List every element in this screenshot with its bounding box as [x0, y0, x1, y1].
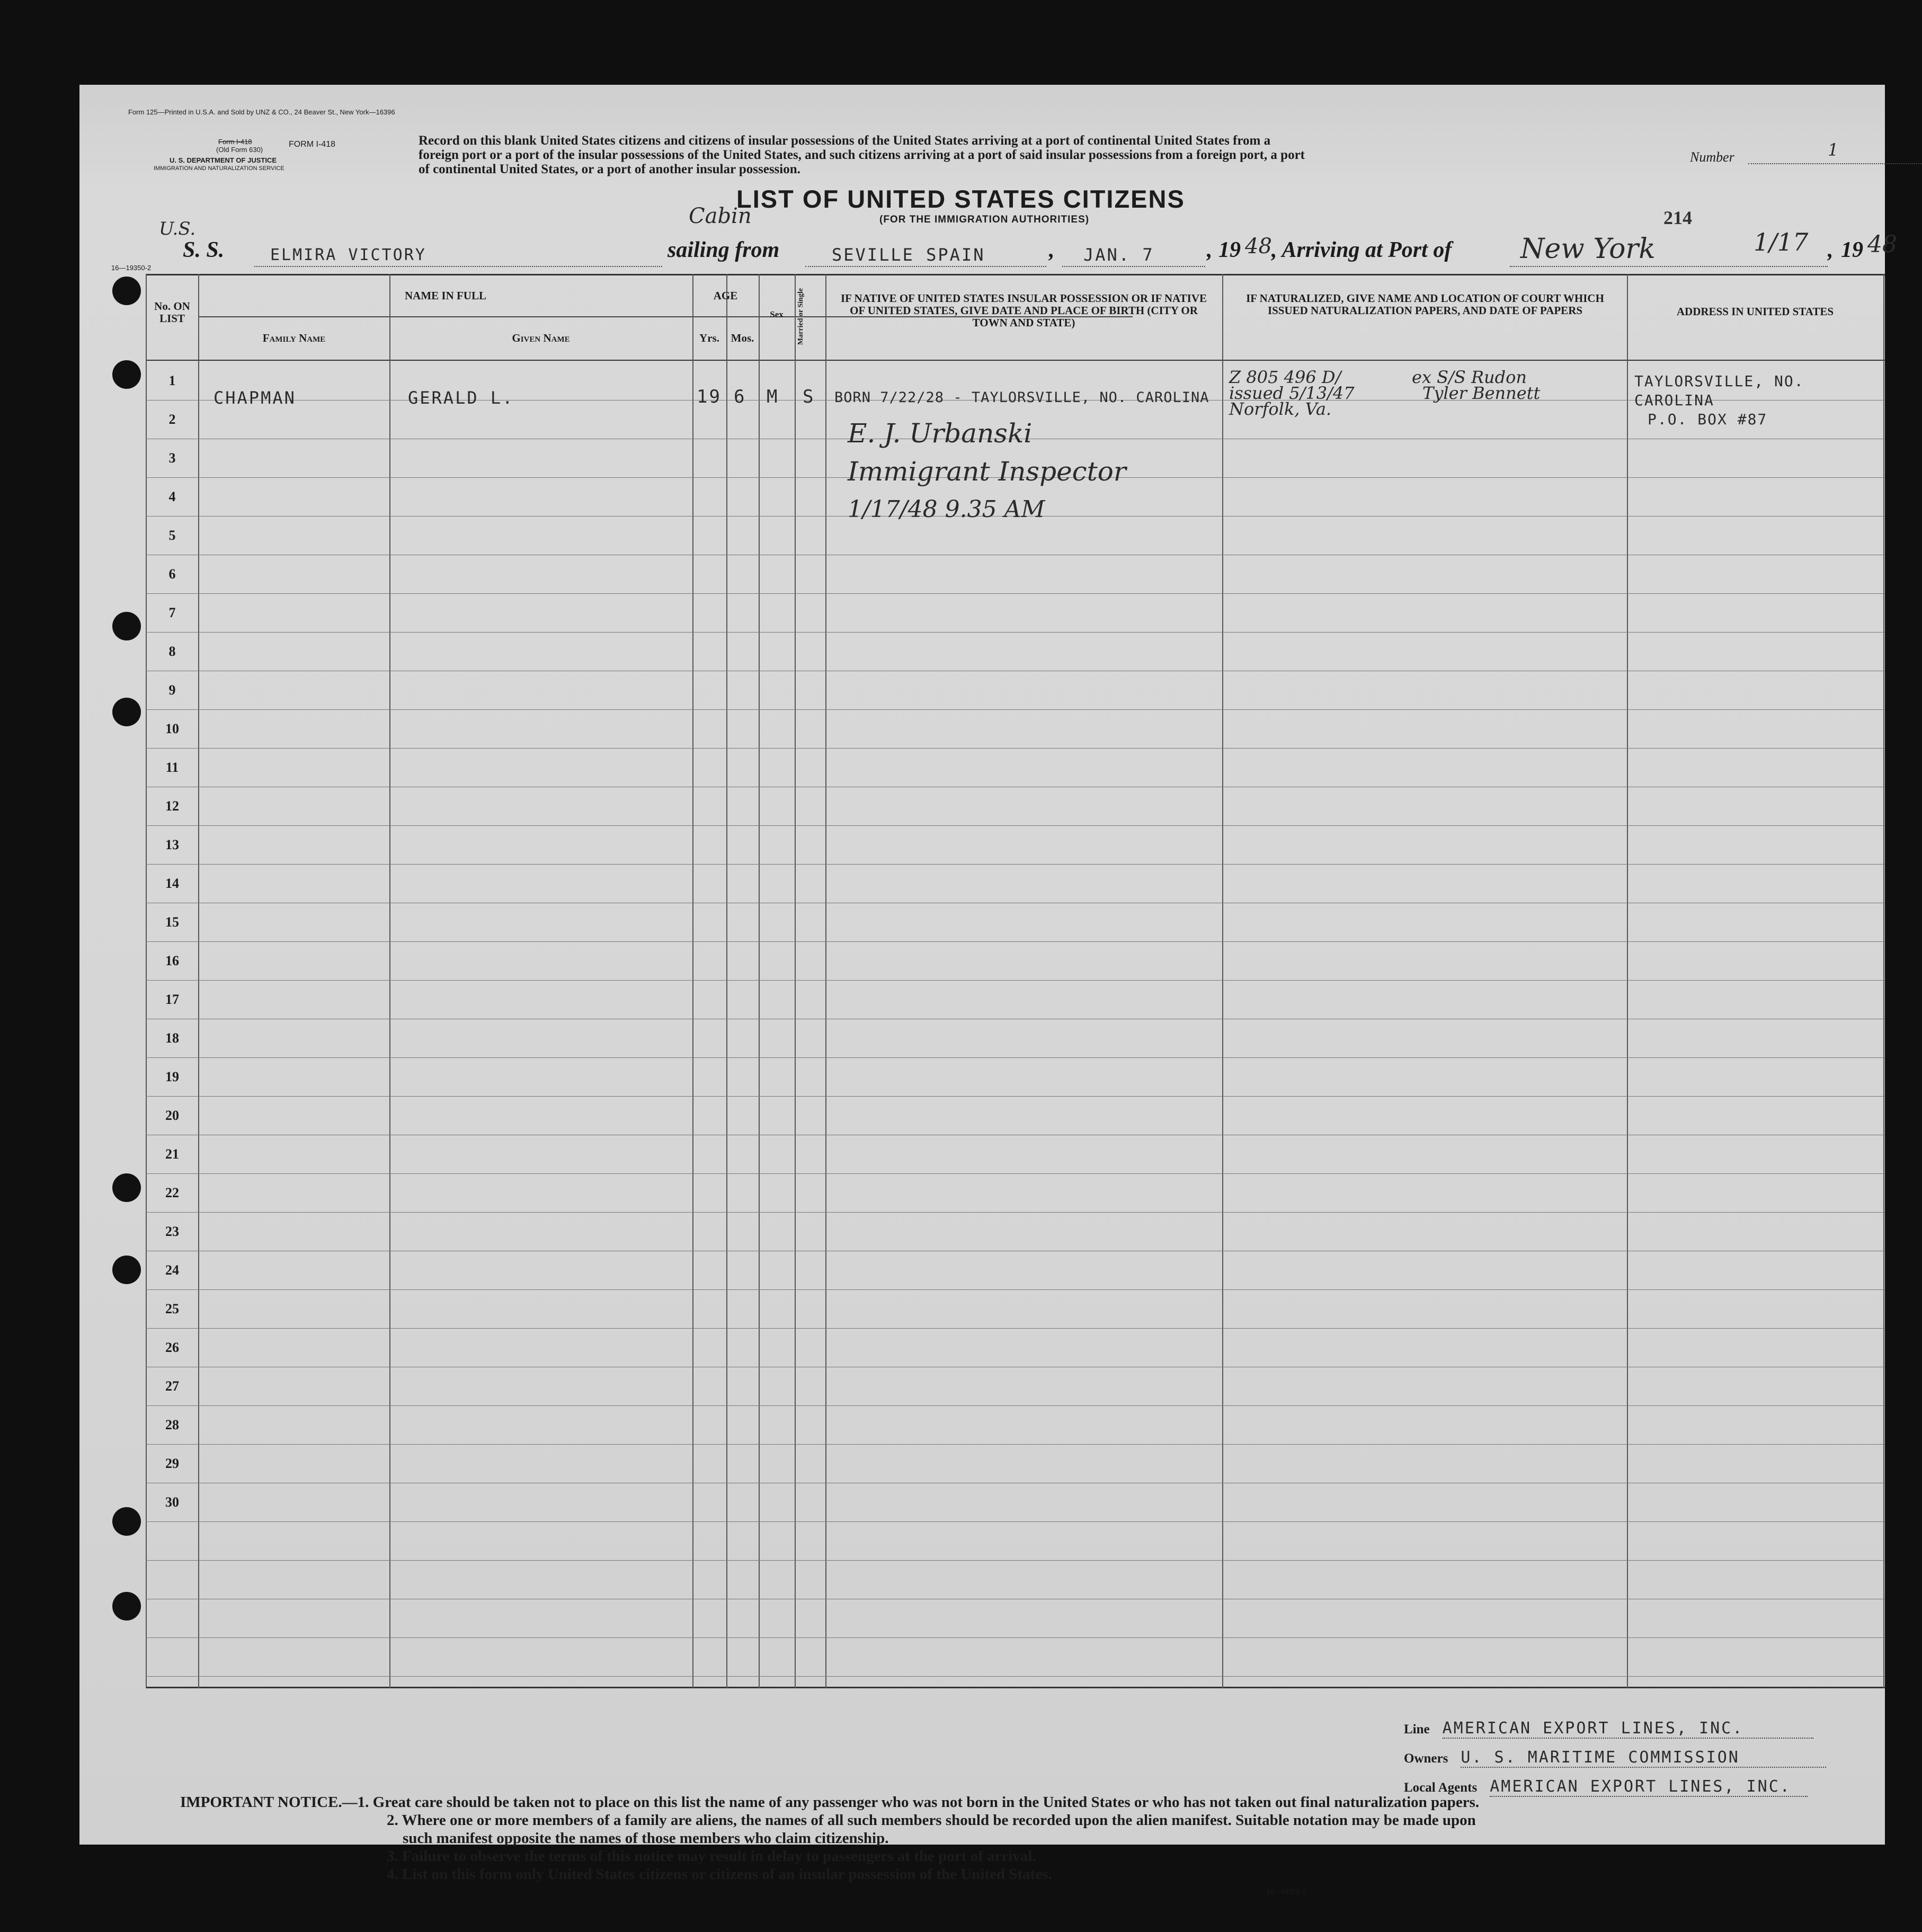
row-line — [146, 1096, 1885, 1097]
agents-value: AMERICAN EXPORT LINES, INC. — [1490, 1777, 1808, 1797]
row-line — [146, 864, 1885, 865]
row-number: 18 — [165, 1030, 179, 1046]
entry-age-years: 19 — [697, 386, 722, 407]
manifest-sheet — [79, 85, 1897, 1895]
nat-issued-date: issued 5/13/47 — [1229, 383, 1355, 403]
row-number: 24 — [165, 1262, 179, 1278]
line-label: Line — [1404, 1722, 1430, 1737]
col-border — [1222, 274, 1223, 1688]
row-number: 6 — [168, 566, 176, 582]
arrival-port-field — [1510, 228, 1828, 267]
number-field — [1748, 140, 1922, 164]
col-married-header: Married or Single — [797, 288, 805, 345]
punch-hole — [112, 1256, 141, 1284]
sailing-label: sailing from — [668, 238, 780, 262]
row-line — [146, 1405, 1885, 1406]
col-mos-header: Mos. — [731, 332, 754, 344]
entry-given-name: GERALD L. — [408, 388, 514, 408]
row-line — [146, 632, 1885, 633]
row-number: 30 — [165, 1494, 179, 1510]
punch-hole — [112, 1173, 141, 1202]
col-yrs-header: Yrs. — [699, 332, 719, 344]
record-instructions — [419, 133, 1690, 176]
inspector-title: Immigrant Inspector — [848, 456, 1126, 487]
col-border — [692, 274, 693, 1688]
form-number-left: 16—19350-2 — [111, 264, 152, 272]
punch-hole — [112, 1507, 141, 1536]
comma: , — [1049, 238, 1055, 262]
row-line — [146, 593, 1885, 594]
sailing-date-field — [1062, 238, 1205, 267]
row-line — [146, 1637, 1885, 1638]
row-number: 16 — [165, 953, 179, 968]
record-text-3: of continental United States, or a port of another insular possession. — [419, 162, 800, 176]
line-value: AMERICAN EXPORT LINES, INC. — [1443, 1719, 1813, 1739]
punch-hole — [112, 1592, 141, 1621]
notice-item-4: 4. List on this form only United States citizens or citizens of an insular possession of the United States. — [387, 1866, 1052, 1883]
notice-item-3: 3. Failure to observe the terms of this notice may result in delay to passengers at the port of arrival. — [387, 1848, 1036, 1865]
number-value: 1 — [1828, 140, 1839, 160]
row-number: 11 — [165, 760, 179, 775]
nat-note-name: Tyler Bennett — [1422, 383, 1541, 403]
row-line — [146, 1173, 1885, 1174]
row-number: 7 — [168, 605, 176, 620]
inspector-name: E. J. Urbanski — [848, 418, 1033, 449]
row-number: 29 — [165, 1456, 179, 1471]
row-line — [146, 1560, 1885, 1561]
row-line — [146, 1212, 1885, 1213]
row-number: 17 — [165, 992, 179, 1007]
col-given-header: Given Name — [512, 332, 570, 344]
entry-family-name: CHAPMAN — [213, 388, 296, 408]
entry-address — [1634, 372, 1885, 429]
owners-field — [1404, 1748, 1826, 1768]
row-number: 27 — [165, 1378, 179, 1394]
col-address-header: ADDRESS IN UNITED STATES — [1676, 305, 1834, 318]
col-border — [795, 274, 796, 1688]
row-number: 8 — [168, 644, 176, 659]
header-bottom-border — [146, 360, 1885, 361]
address-line-2: P.O. BOX #87 — [1648, 411, 1768, 428]
row-line — [146, 1289, 1885, 1290]
comma: , — [1828, 238, 1834, 262]
row-number: 19 — [165, 1069, 179, 1084]
sailing-port: SEVILLE SPAIN — [832, 245, 985, 265]
entry-age-months: 6 — [734, 386, 746, 407]
col-age-header: AGE — [713, 289, 738, 302]
col-border — [759, 274, 760, 1688]
ship-name-field — [254, 238, 662, 267]
stamp-number: 214 — [1663, 207, 1692, 228]
col-naturalized-header: IF NATURALIZED, GIVE NAME AND LOCATION OF COURT WHICH ISSUED NATURALIZATION PAPERS, AND DATE OF PAPERS — [1246, 292, 1604, 317]
col-border — [825, 274, 826, 1688]
nat-location: Norfolk, Va. — [1229, 399, 1332, 419]
row-number: 28 — [165, 1417, 179, 1432]
row-line — [146, 1521, 1885, 1522]
page-subtitle: (FOR THE IMMIGRATION AUTHORITIES) — [879, 214, 1090, 225]
row-number: 5 — [168, 528, 176, 543]
row-line — [146, 1328, 1885, 1329]
nat-cert-number: Z 805 496 D/ — [1229, 367, 1341, 387]
dept-line-2: IMMIGRATION AND NATURALIZATION SERVICE — [154, 165, 284, 172]
arrival-date: 1/17 — [1754, 228, 1809, 256]
col-no-header: No. ON LIST — [154, 300, 190, 325]
table-top-border — [146, 274, 1885, 275]
arrival-year: 48 — [1867, 231, 1897, 258]
entry-naturalization-note — [1412, 369, 1540, 401]
col-border — [1627, 274, 1628, 1688]
sailing-year: 48 — [1245, 234, 1272, 259]
entry-birth: BORN 7/22/28 - TAYLORSVILLE, NO. CAROLINA — [834, 389, 1209, 406]
row-number: 26 — [165, 1340, 179, 1355]
col-sex-header: Sex — [770, 309, 784, 319]
table-bottom-border — [146, 1687, 1885, 1688]
punch-hole — [112, 698, 141, 726]
row-line — [146, 1444, 1885, 1445]
row-number: 9 — [168, 682, 176, 698]
number-label: Number — [1690, 149, 1734, 165]
row-number: 2 — [168, 412, 176, 427]
owners-label: Owners — [1404, 1751, 1448, 1766]
row-number: 25 — [165, 1301, 179, 1316]
punch-hole — [112, 612, 141, 640]
row-number: 3 — [168, 450, 176, 466]
notice-item-2-cont: such manifest opposite the names of those members who claim citizenship. — [403, 1830, 889, 1847]
col-native-header: IF NATIVE OF UNITED STATES INSULAR POSSESSION OR IF NATIVE OF UNITED STATES, GIVE DATE AND PLACE OF BIRTH (CITY OR TOWN AND STATE) — [840, 292, 1207, 329]
row-number: 4 — [168, 489, 176, 504]
entry-marital: S — [803, 386, 815, 407]
inspector-signature — [848, 414, 1126, 529]
line-field — [1404, 1719, 1813, 1739]
col-family-header: Family Name — [262, 332, 326, 344]
row-number: 21 — [165, 1146, 179, 1162]
col-border — [198, 274, 199, 1688]
form-number-bottom: 16—19350-2 — [1266, 1888, 1306, 1895]
record-text-2: foreign port or a port of the insular possessions of the United States, and such citizens arriving at a port of said insular possessions from a foreign port, a port — [419, 148, 1305, 162]
inspector-stamp: 1/17/48 9.35 AM — [848, 496, 1045, 523]
row-number: 12 — [165, 798, 179, 814]
year-prefix-2: 19 — [1841, 238, 1863, 262]
dept-line-1: U. S. DEPARTMENT OF JUSTICE — [170, 156, 277, 164]
row-number: 22 — [165, 1185, 179, 1200]
col-border — [146, 274, 147, 1688]
notice-item-1: —1. Great care should be taken not to place on this list the name of any passenger who was not born in the United States or who has not taken out final naturalization papers. — [342, 1794, 1480, 1811]
nat-note-ship: ex S/S Rudon — [1412, 367, 1527, 387]
row-number: 20 — [165, 1108, 179, 1123]
agents-label: Local Agents — [1404, 1780, 1478, 1795]
page-title: LIST OF UNITED STATES CITIZENS — [736, 185, 1185, 213]
row-number: 10 — [165, 721, 179, 736]
row-number: 13 — [165, 837, 179, 852]
row-line — [146, 709, 1885, 710]
notice-item-2: 2. Where one or more members of a family are aliens, the names of all such members should be recorded upon the alien manifest. Suitable notation may be made upon — [387, 1812, 1476, 1829]
row-line — [146, 825, 1885, 826]
col-border — [389, 274, 390, 1688]
row-number: 23 — [165, 1224, 179, 1239]
entry-sex: M — [767, 386, 779, 407]
row-line — [146, 941, 1885, 942]
row-line — [146, 1057, 1885, 1058]
sailing-date: JAN. 7 — [1083, 245, 1154, 265]
comma: , — [1207, 238, 1213, 262]
row-line — [146, 1676, 1885, 1677]
col-border — [726, 274, 727, 1688]
old-form: (Old Form 630) — [216, 146, 263, 154]
ss-label: S. S. — [183, 238, 225, 262]
row-number: 14 — [165, 876, 179, 891]
col-name-header: NAME IN FULL — [404, 289, 486, 302]
entry-naturalization — [1229, 369, 1355, 417]
col-border — [1883, 274, 1884, 1688]
record-text-1: Record on this blank United States citizens and citizens of insular possessions of the United States arriving at a port of continental United States from a — [419, 133, 1271, 148]
form-code-small: Form I-418 — [218, 138, 252, 146]
sailing-port-field — [805, 238, 1046, 267]
ship-name: ELMIRA VICTORY — [270, 246, 426, 264]
punch-hole — [112, 277, 141, 305]
important-notice — [180, 1793, 1875, 1883]
row-line — [146, 748, 1885, 749]
row-line — [146, 980, 1885, 981]
class-note: Cabin — [689, 204, 752, 228]
row-number: 1 — [168, 373, 176, 388]
arriving-label: , Arriving at Port of — [1271, 238, 1452, 262]
arrival-port: New York — [1520, 233, 1656, 265]
address-line-1: TAYLORSVILLE, NO. CAROLINA — [1634, 372, 1804, 409]
printer-line: Form 125—Printed in U.S.A. and Sold by UNZ & CO., 24 Beaver St., New York—16396 — [128, 108, 395, 116]
us-prefix: U.S. — [159, 218, 196, 239]
punch-hole — [112, 360, 141, 389]
notice-title: IMPORTANT NOTICE. — [180, 1794, 342, 1811]
owners-value: U. S. MARITIME COMMISSION — [1461, 1748, 1826, 1768]
form-code: FORM I-418 — [289, 140, 336, 149]
passenger-table — [146, 274, 1885, 1688]
year-prefix: 19 — [1218, 238, 1241, 262]
row-number: 15 — [165, 914, 179, 930]
